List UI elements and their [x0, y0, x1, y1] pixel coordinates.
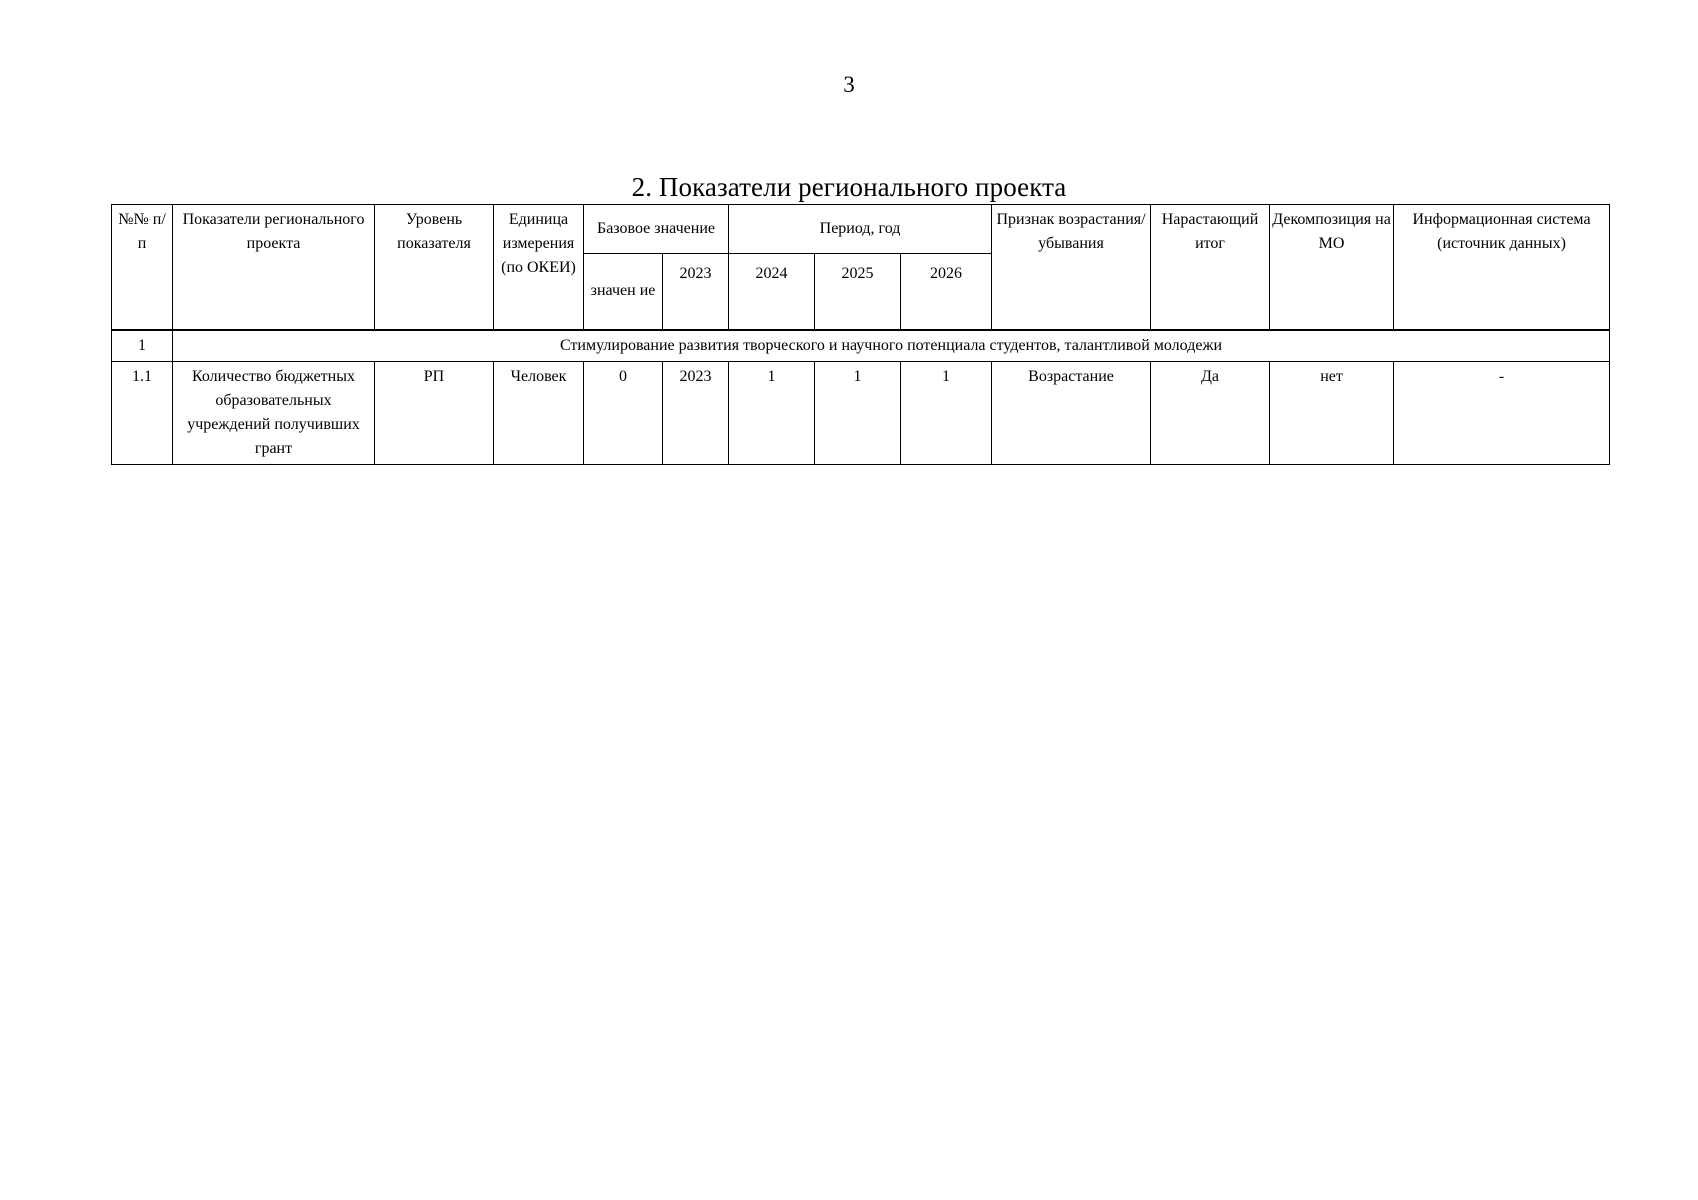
header-level: Уровень показателя — [375, 205, 494, 330]
row-unit: Человек — [494, 362, 584, 465]
header-period: Период, год — [729, 205, 992, 254]
row-decomposition: нет — [1270, 362, 1394, 465]
row-cumulative: Да — [1151, 362, 1270, 465]
header-info-system: Информационная система (источник данных) — [1394, 205, 1610, 330]
header-year-2024: 2024 — [729, 254, 815, 330]
indicators-table — [111, 204, 1610, 465]
page-number: 3 — [843, 72, 855, 97]
row-num: 1.1 — [112, 362, 173, 465]
row-base-year: 2023 — [663, 362, 729, 465]
row-trend: Возрастание — [992, 362, 1151, 465]
row-value-2026: 1 — [901, 362, 992, 465]
header-base-year: 2023 — [663, 254, 729, 330]
row-indicator: Количество бюджетных образовательных учреждений получивших грант — [173, 362, 375, 465]
row-base-value: 0 — [584, 362, 663, 465]
table-row — [112, 362, 1610, 465]
header-unit: Единица измерения (по ОКЕИ) — [494, 205, 584, 330]
header-decomposition: Декомпозиция на МО — [1270, 205, 1394, 330]
section-title: 2. Показатели регионального проекта — [631, 172, 1067, 202]
header-cumulative: Нарастающий итог — [1151, 205, 1270, 330]
header-year-2025: 2025 — [815, 254, 901, 330]
row-value-2025: 1 — [815, 362, 901, 465]
section-text: Стимулирование развития творческого и научного потенциала студентов, талантливой молодежи — [173, 330, 1610, 362]
header-base-value: значен ие — [584, 254, 663, 330]
header-indicator: Показатели регионального проекта — [173, 205, 375, 330]
header-num: №№ п/п — [112, 205, 173, 330]
section-row — [112, 330, 1610, 362]
header-base: Базовое значение — [584, 205, 729, 254]
row-info-system: - — [1394, 362, 1610, 465]
header-year-2026: 2026 — [901, 254, 992, 330]
table-header — [112, 205, 1610, 330]
row-level: РП — [375, 362, 494, 465]
row-value-2024: 1 — [729, 362, 815, 465]
header-row-1 — [112, 205, 1610, 254]
section-num: 1 — [112, 330, 173, 362]
header-trend: Признак возрастания/ убывания — [992, 205, 1151, 330]
